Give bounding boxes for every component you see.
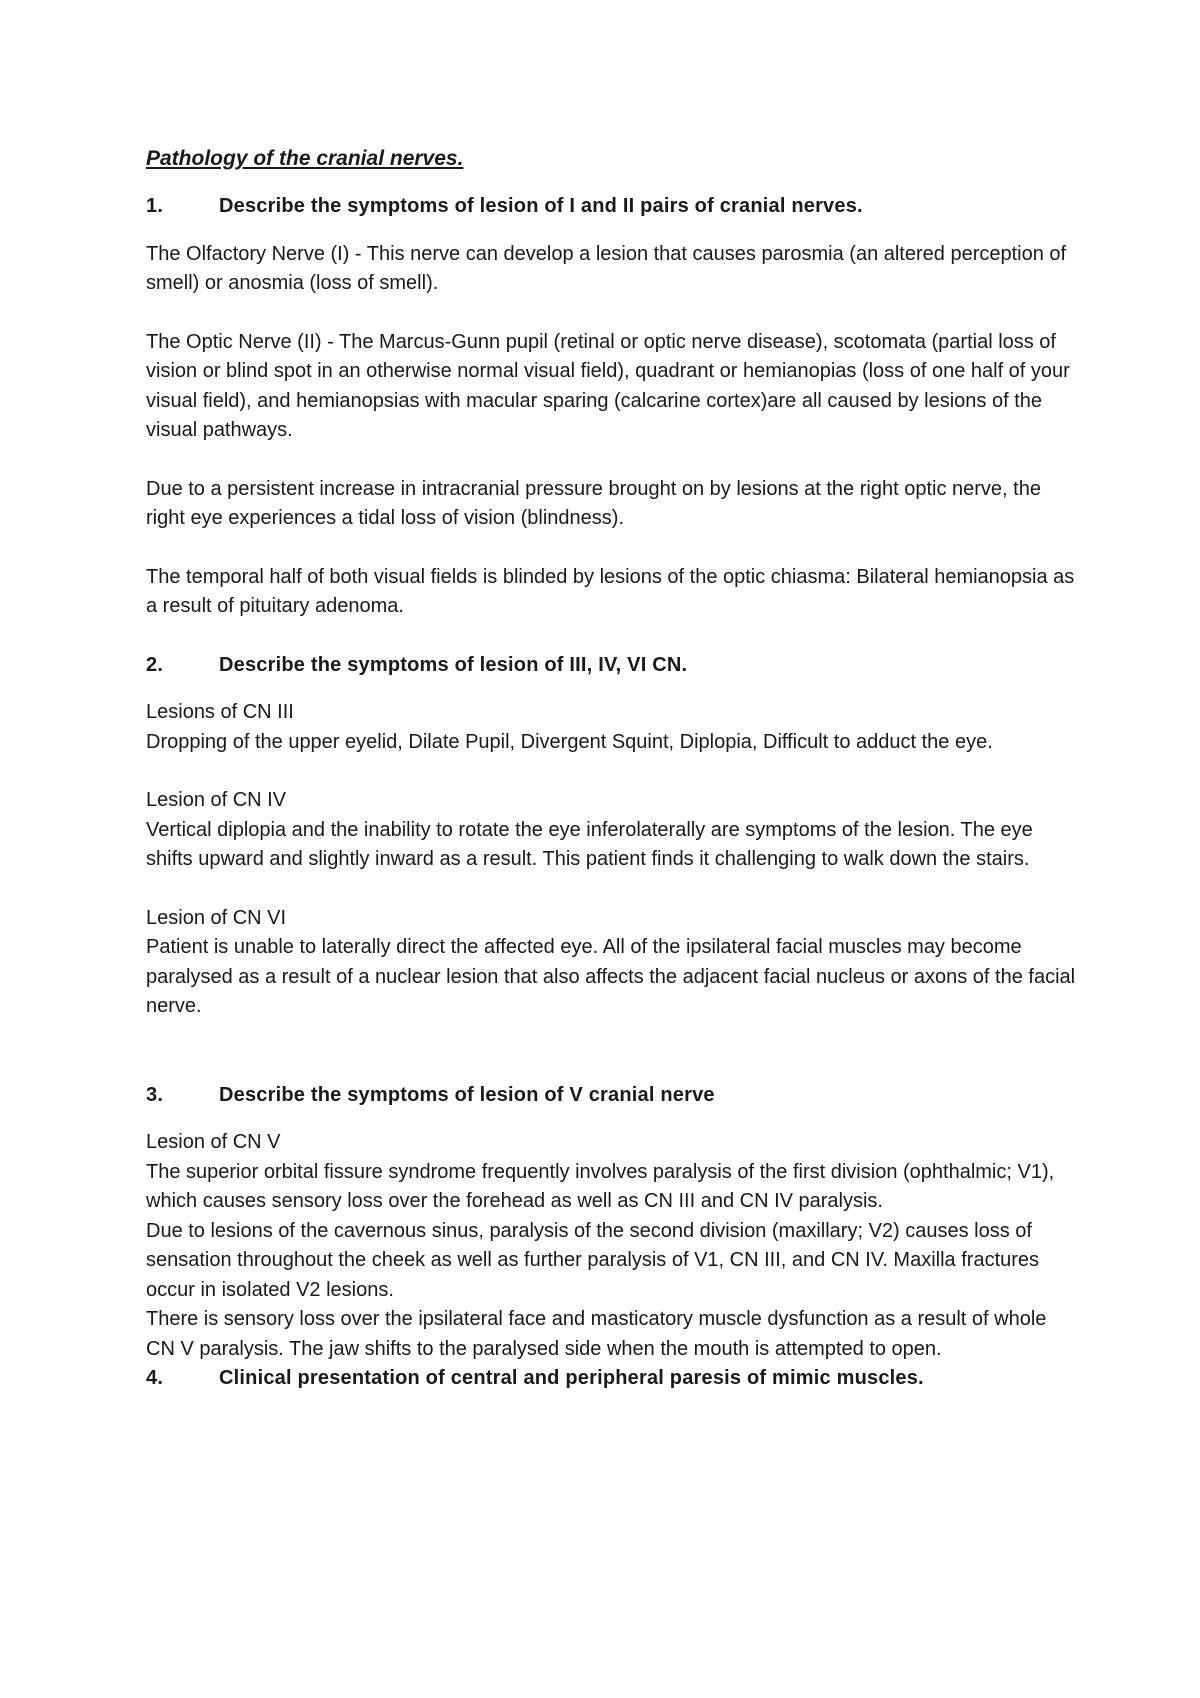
block-text: Dropping of the upper eyelid, Dilate Pupil, Divergent Squint, Diplopia, Difficult to adduct the eye. <box>146 730 993 753</box>
paragraph: The Olfactory Nerve (I) - This nerve can develop a lesion that causes parosmia (an altered perception of smell) or anosmia (loss of smell). <box>146 242 1067 294</box>
paragraph: The temporal half of both visual fields is blinded by lesions of the optic chiasma: Bilateral hemianopsia as a result of pituitary adenoma. <box>146 565 1075 617</box>
cn-v-block <box>146 1128 1076 1364</box>
section-2-heading <box>146 651 1076 681</box>
cn-iv-block <box>146 786 1076 875</box>
document-page <box>146 142 1076 1412</box>
section-heading-text: Describe the symptoms of lesion of III, IV, VI CN. <box>219 653 688 676</box>
block-label: Lesions of CN III <box>146 701 294 723</box>
block-label: Lesion of CN IV <box>146 789 287 811</box>
block-text: There is sensory loss over the ipsilateral face and masticatory muscle dysfunction as a result of whole CN V paralysis. The jaw shifts to the paralysed side when the mouth is attempted to open. <box>146 1308 1047 1360</box>
section-number: 4. <box>146 1367 164 1389</box>
section-heading-text: Describe the symptoms of lesion of I and II pairs of cranial nerves. <box>219 195 863 217</box>
block-label: Lesion of CN VI <box>146 906 287 929</box>
cn-iii-block <box>146 698 1076 757</box>
section-number: 2. <box>146 653 164 676</box>
paragraph: Due to a persistent increase in intracranial pressure brought on by lesions at the right optic nerve, the right eye experiences a tidal loss of vision (blindness). <box>146 477 1041 529</box>
section-4-heading <box>146 1364 1076 1394</box>
section-heading-text: Describe the symptoms of lesion of V cranial nerve <box>219 1083 715 1106</box>
section-number: 1. <box>146 195 164 217</box>
block-text: Due to lesions of the cavernous sinus, paralysis of the second division (maxillary; V2) causes loss of sensation throughout the cheek as well as further paralysis of V1, CN III, and CN IV. Maxilla fractures occur in isolated V2 lesions. <box>146 1219 1040 1301</box>
block-text: Vertical diplopia and the inability to rotate the eye inferolaterally are symptoms of the lesion. The eye shifts upward and slightly inward as a result. This patient finds it challenging to walk down the stairs. <box>146 818 1033 870</box>
section-1-heading <box>146 192 1076 222</box>
block-label: Lesion of CN V <box>146 1131 281 1153</box>
document-title: Pathology of the cranial nerves. <box>146 147 464 170</box>
section-number: 3. <box>146 1083 164 1106</box>
section-heading-text: Clinical presentation of central and peripheral paresis of mimic muscles. <box>219 1367 924 1389</box>
block-text: The superior orbital fissure syndrome frequently involves paralysis of the first division (ophthalmic; V1), which causes sensory loss over the forehead as well as CN III and CN IV paralysis. <box>146 1160 1055 1212</box>
paragraph: The Optic Nerve (II) - The Marcus-Gunn pupil (retinal or optic nerve disease), scotomata (partial loss of vision or blind spot in an otherwise normal visual field), quadrant or hemianopias (loss of one half of your visual field), and hemianopsias with macular sparing (calcarine cortex)are all caused by lesions of the visual pathways. <box>146 330 1070 441</box>
blank-line <box>146 1051 1076 1081</box>
cn-vi-block <box>146 904 1076 1022</box>
block-text: Patient is unable to laterally direct the affected eye. All of the ipsilateral facial muscles may become paralysed as a result of a nuclear lesion that also affects the adjacent facial nucleus or axons of the facial nerve. <box>146 936 1076 1017</box>
section-3-heading <box>146 1081 1076 1111</box>
